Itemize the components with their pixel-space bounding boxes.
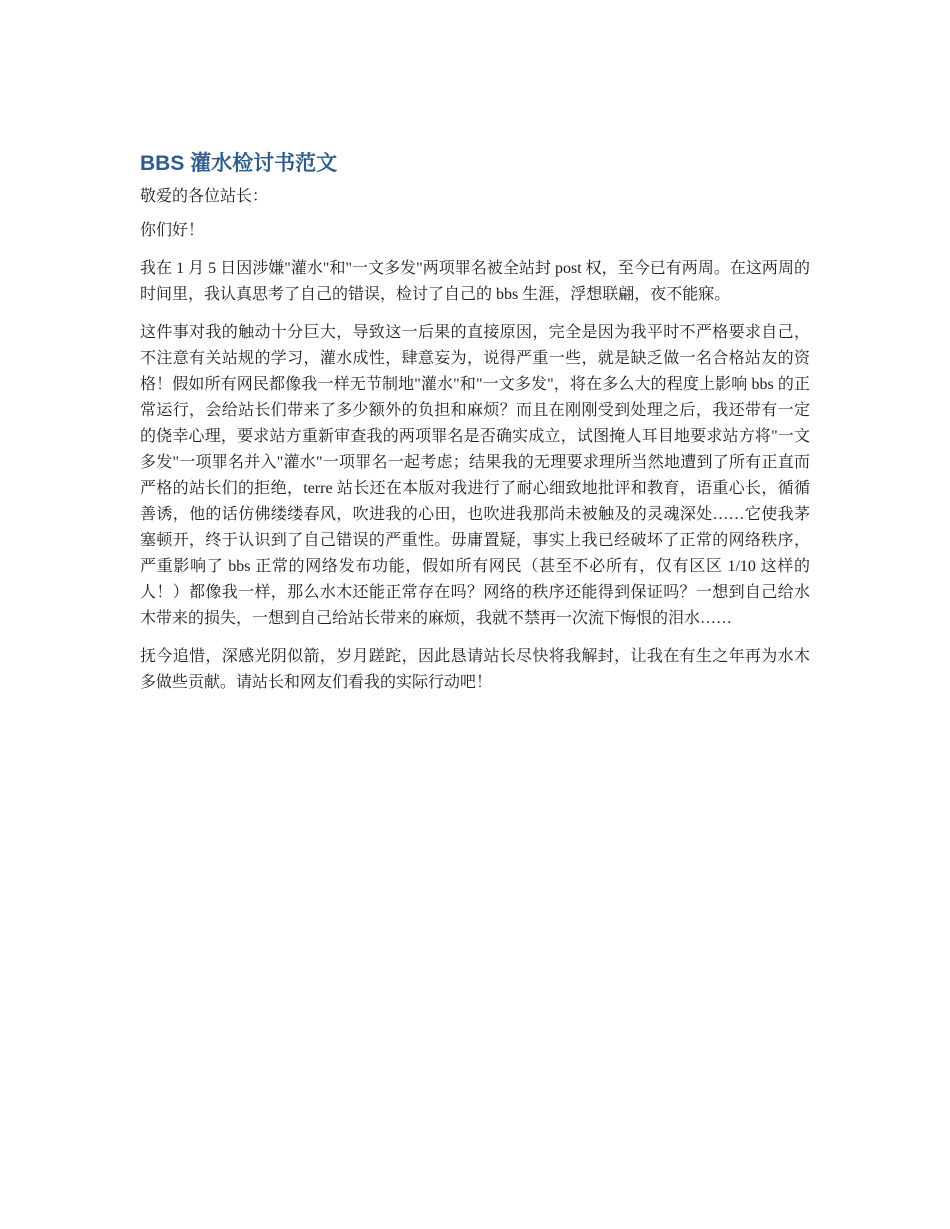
salutation-line: 你们好！ bbox=[140, 222, 205, 239]
body-paragraph-3: 抚今追惜，深感光阴似箭，岁月蹉跎，因此恳请站长尽快将我解封，让我在有生之年再为水木多做些贡献。请站长和网友们看我的实际行动吧！ bbox=[140, 648, 810, 691]
greeting-line: 敬爱的各位站长： bbox=[140, 188, 269, 205]
body-paragraph-1: 我在 1 月 5 日因涉嫌"灌水"和"一文多发"两项罪名被全站封 post 权，至今已有两周。在这两周的时间里，我认真思考了自己的错误，检讨了自己的 bbs 生涯，浮想联翩，夜不能寐。 bbox=[140, 260, 810, 303]
body-paragraph-2: 这件事对我的触动十分巨大，导致这一后果的直接原因，完全是因为我平时不严格要求自己，不注意有关站规的学习，灌水成性，肆意妄为，说得严重一些，就是缺乏做一名合格站友的资格！假如所有网民都像我一样无节制地"灌水"和"一文多发"，将在多么大的程度上影响 bbs 的正常运行，会给站长们带来了多少额外的负担和麻烦？而且在刚刚受到处理之后，我还带有一定的侥幸心理，要求站方重新审查我的两项罪名是否确实成立，试图掩人耳目地要求站方将"一文多发"一项罪名并入"灌水"一项罪名一起考虑；结果我的无理要求理所当然地遭到了所有正直而严格的站长们的拒绝，terre 站长还在本版对我进行了耐心细致地批评和教育，语重心长，循循善诱，他的话仿佛缕缕春风，吹进我的心田，也吹进我那尚未被触及的灵魂深处……它使我茅塞顿开，终于认识到了自己错误的严重性。毋庸置疑，事实上我已经破坏了正常的网络秩序，严重影响了 bbs 正常的网络发布功能，假如所有网民（甚至不必所有，仅有区区 1/10 这样的人！）都像我一样，那么水木还能正常存在吗？网络的秩序还能得到保证吗？一想到自己给水木带来的损失，一想到自己给站长带来的麻烦，我就不禁再一次流下悔恨的泪水…… bbox=[140, 324, 810, 627]
document-title: BBS 灌水检讨书范文 bbox=[140, 152, 338, 175]
document-page bbox=[140, 150, 810, 708]
